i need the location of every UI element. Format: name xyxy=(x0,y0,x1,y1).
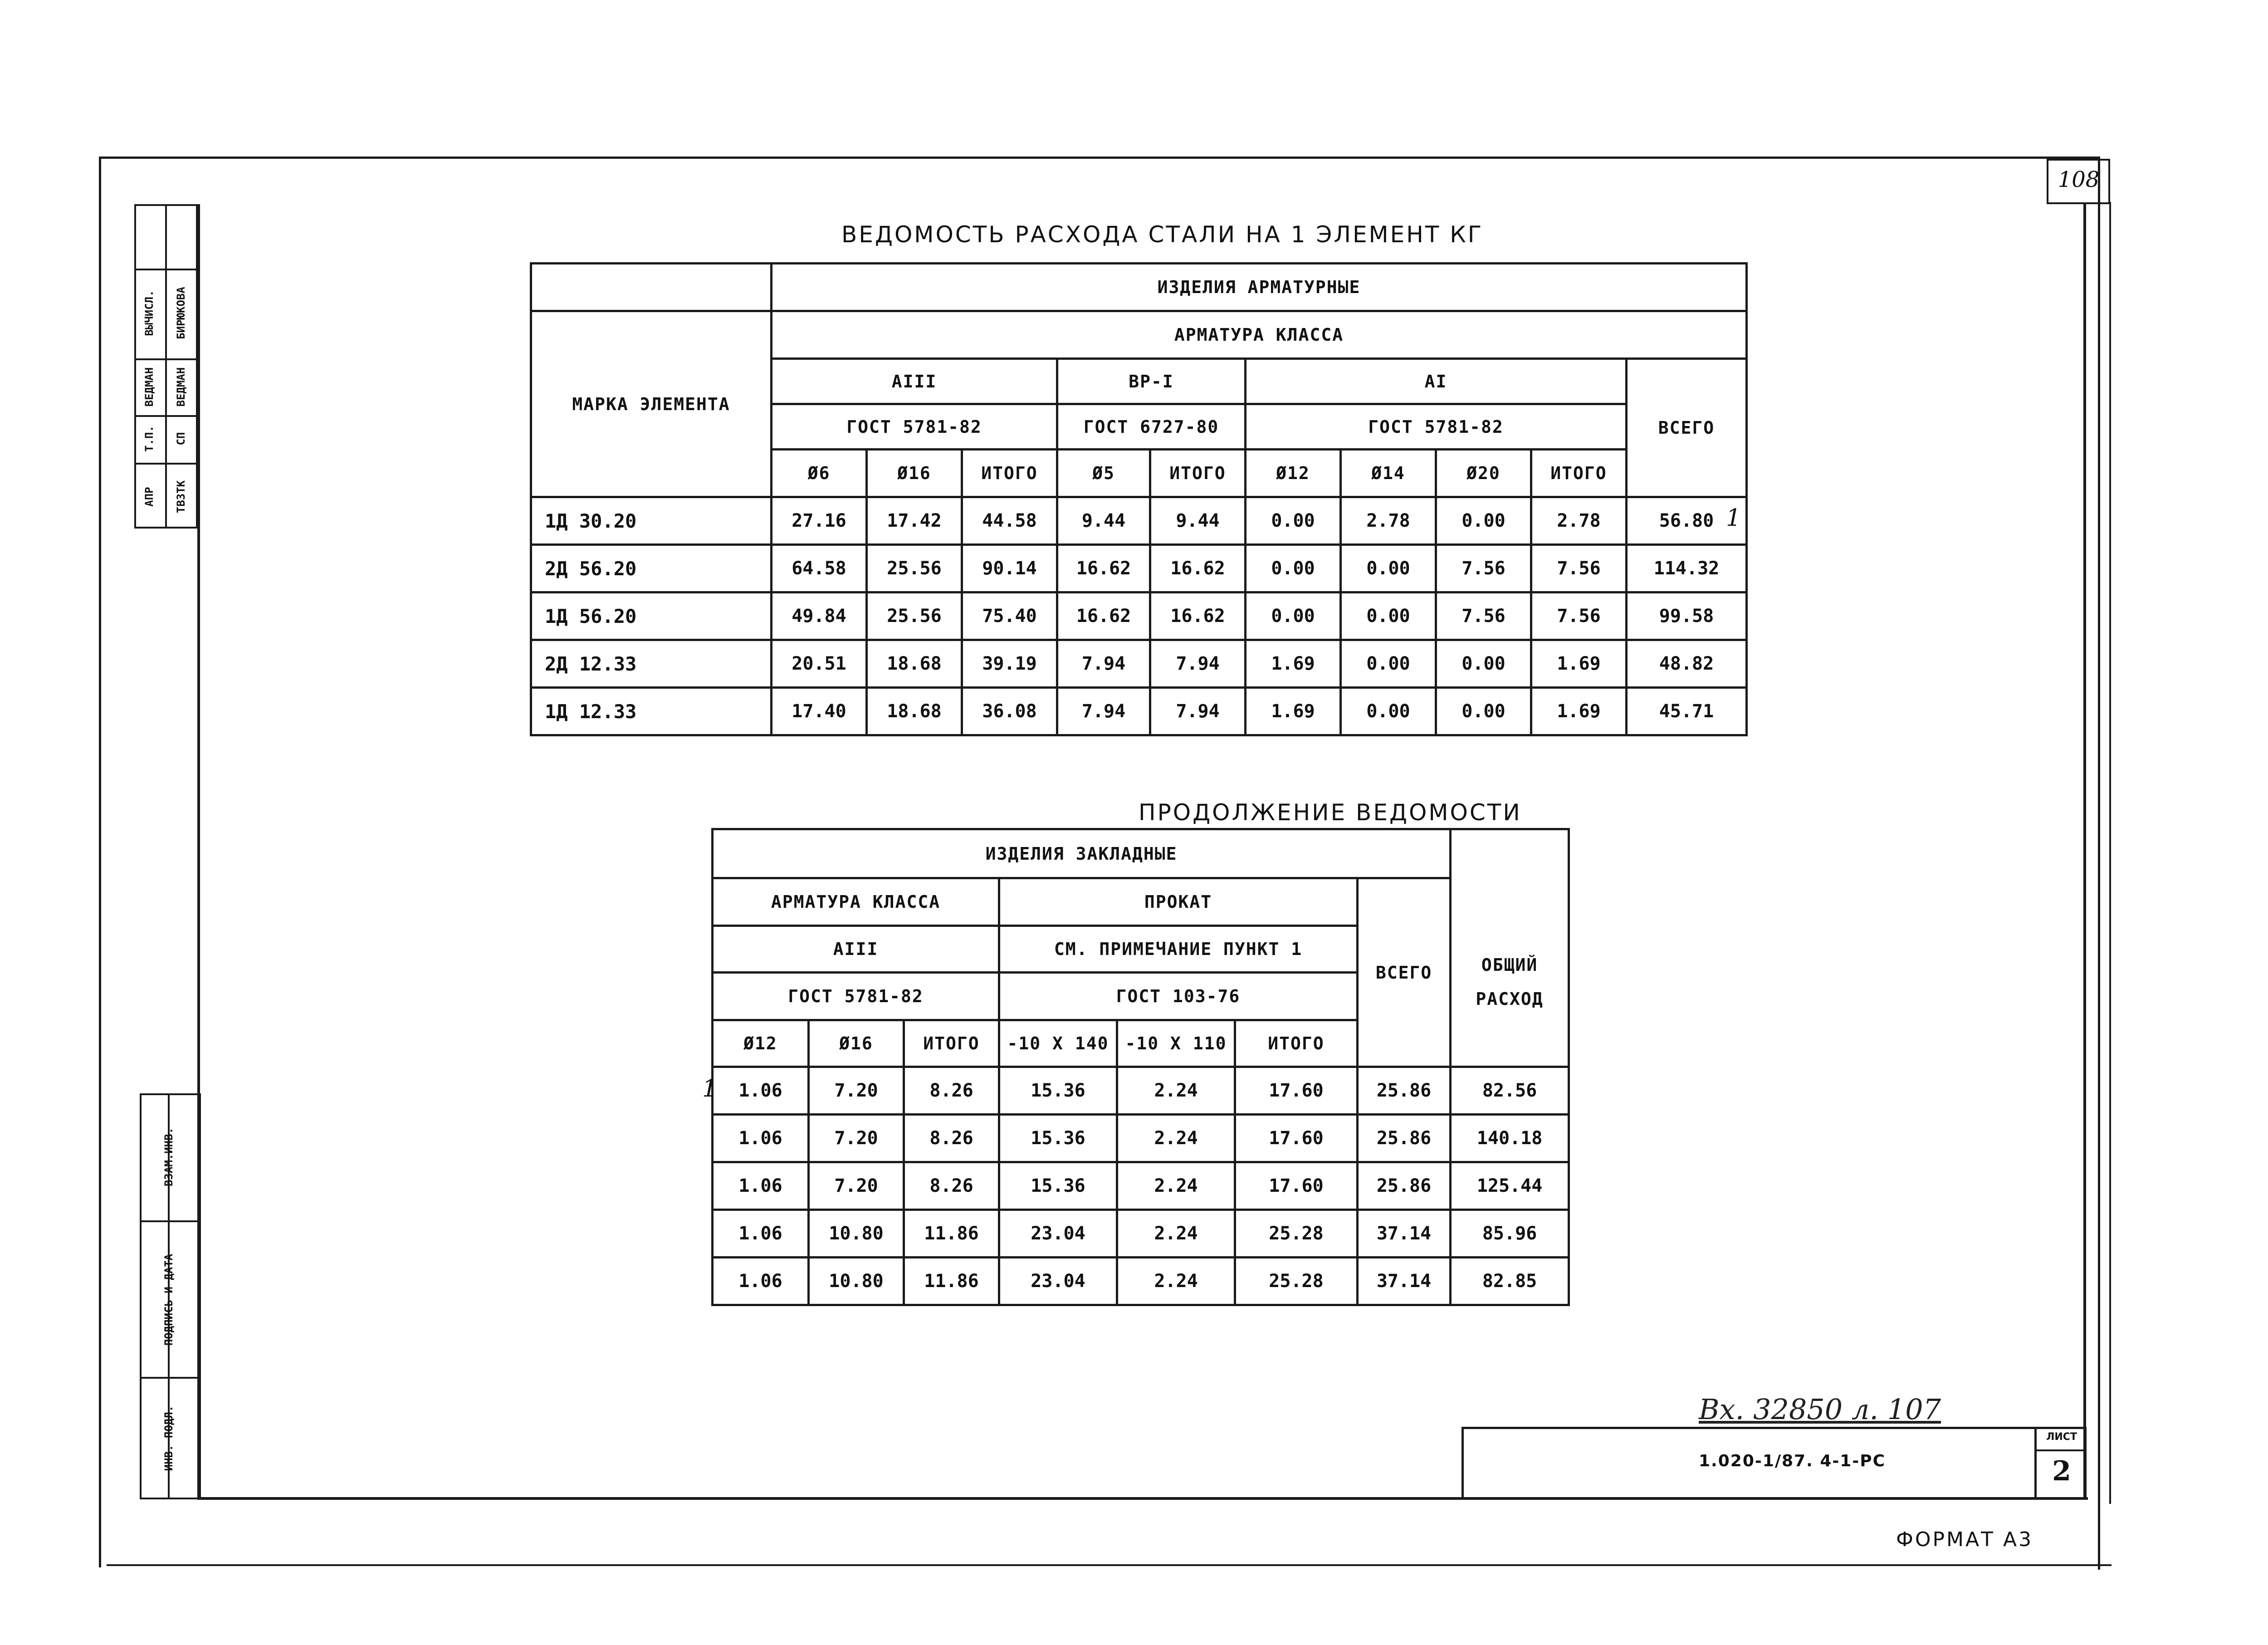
cell: 17.40 xyxy=(772,688,867,735)
stamp-label: ВЕДМАН xyxy=(143,367,156,407)
table-row xyxy=(713,1115,1569,1162)
cell: 1.06 xyxy=(713,1162,809,1210)
cell: 7.20 xyxy=(809,1162,904,1210)
row-mark: 1Д 12.33 xyxy=(531,688,772,735)
main-title: ВЕДОМОСТЬ РАСХОДА СТАЛИ НА 1 ЭЛЕМЕНТ КГ xyxy=(841,221,1484,248)
table-row xyxy=(531,545,1747,592)
cell: 7.20 xyxy=(809,1115,904,1162)
side-stamp-upper-divider xyxy=(165,204,167,529)
cell: 2.24 xyxy=(1117,1210,1235,1258)
header-products: ИЗДЕЛИЯ АРМАТУРНЫЕ xyxy=(772,264,1747,311)
cell: 25.56 xyxy=(867,545,962,592)
cell: 2.24 xyxy=(1117,1258,1235,1305)
cell: 16.62 xyxy=(1057,545,1150,592)
cell: 64.58 xyxy=(772,545,867,592)
outer-frame-left xyxy=(99,157,101,1567)
cell: 8.26 xyxy=(904,1115,999,1162)
row-mark: 1Д 56.20 xyxy=(531,592,772,640)
cell: 15.36 xyxy=(999,1115,1117,1162)
cell-total: 45.71 xyxy=(1627,688,1747,735)
cell-total: 48.82 xyxy=(1627,640,1747,688)
stamp-label: Т.П. xyxy=(143,426,156,452)
table-row xyxy=(531,688,1747,735)
header-total: ВСЕГО xyxy=(1358,878,1451,1067)
cell: 7.94 xyxy=(1150,688,1246,735)
cell: 37.14 xyxy=(1358,1210,1451,1258)
class-vri: ВР-I xyxy=(1057,359,1246,404)
cell: 25.28 xyxy=(1235,1258,1358,1305)
format-label: ФОРМАТ А3 xyxy=(1896,1528,2033,1551)
row-mark: 2Д 12.33 xyxy=(531,640,772,688)
cell: 17.42 xyxy=(867,497,962,545)
note-reference: СМ. ПРИМЕЧАНИЕ ПУНКТ 1 xyxy=(999,926,1358,973)
table-row xyxy=(531,497,1747,545)
col-header: -10 X 110 xyxy=(1117,1020,1235,1067)
cell: 25.28 xyxy=(1235,1210,1358,1258)
cell: 0.00 xyxy=(1246,592,1341,640)
cell: 8.26 xyxy=(904,1067,999,1115)
col-header: Ø16 xyxy=(809,1020,904,1067)
cell: 1.06 xyxy=(713,1115,809,1162)
class-ai: AI xyxy=(1246,359,1627,404)
cell: 75.40 xyxy=(962,592,1057,640)
table-row xyxy=(713,1210,1569,1258)
cell: 0.00 xyxy=(1341,592,1436,640)
gost-ai: ГОСТ 5781-82 xyxy=(1246,404,1627,450)
blank-corner xyxy=(531,264,772,311)
cell: 7.56 xyxy=(1531,592,1627,640)
cell: 7.94 xyxy=(1057,688,1150,735)
gost-rolled: ГОСТ 103-76 xyxy=(999,973,1358,1020)
cell: 8.26 xyxy=(904,1162,999,1210)
col-header: Ø14 xyxy=(1341,450,1436,497)
cell: 17.60 xyxy=(1235,1115,1358,1162)
cell-overall: 85.96 xyxy=(1451,1210,1569,1258)
header-products: ИЗДЕЛИЯ ЗАКЛАДНЫЕ xyxy=(713,829,1451,878)
cell: 16.62 xyxy=(1150,545,1246,592)
row-mark: 2Д 56.20 xyxy=(531,545,772,592)
outer-frame-right xyxy=(2098,157,2100,1570)
steel-table-main xyxy=(530,262,1748,736)
cell: 7.94 xyxy=(1150,640,1246,688)
cell: 27.16 xyxy=(772,497,867,545)
cell: 15.36 xyxy=(999,1162,1117,1210)
header-rolled: ПРОКАТ xyxy=(999,878,1358,926)
cell: 18.68 xyxy=(867,640,962,688)
cell: 90.14 xyxy=(962,545,1057,592)
cell: 9.44 xyxy=(1150,497,1246,545)
cell: 7.56 xyxy=(1436,545,1531,592)
cell: 44.58 xyxy=(962,497,1057,545)
header-mark: МАРКА ЭЛЕМЕНТА xyxy=(531,311,772,497)
document-code: 1.020-1/87. 4-1-РС xyxy=(1699,1452,1886,1470)
cell: 49.84 xyxy=(772,592,867,640)
continuation-title: ПРОДОЛЖЕНИЕ ВЕДОМОСТИ xyxy=(1139,799,1522,826)
corner-number: 108 xyxy=(2058,167,2100,192)
cell-overall: 140.18 xyxy=(1451,1115,1569,1162)
cell: 2.24 xyxy=(1117,1162,1235,1210)
cell: 0.00 xyxy=(1341,688,1436,735)
cell: 2.78 xyxy=(1531,497,1627,545)
header-overall: ОБЩИЙ РАСХОД xyxy=(1451,829,1569,1067)
outer-frame-top xyxy=(99,157,2100,159)
cell: 16.62 xyxy=(1057,592,1150,640)
cell: 25.56 xyxy=(867,592,962,640)
col-header: Ø12 xyxy=(713,1020,809,1067)
cell: 37.14 xyxy=(1358,1258,1451,1305)
inner-frame-right xyxy=(2083,204,2086,1500)
inner-frame-right-thin xyxy=(2109,202,2111,1504)
table-row xyxy=(713,1067,1569,1115)
col-header: Ø12 xyxy=(1246,450,1341,497)
cell: 0.00 xyxy=(1436,497,1531,545)
gost-aiii: ГОСТ 5781-82 xyxy=(713,973,999,1020)
cell: 1.69 xyxy=(1246,640,1341,688)
cell: 0.00 xyxy=(1341,545,1436,592)
class-aiii: AIII xyxy=(713,926,999,973)
cell: 1.06 xyxy=(713,1067,809,1115)
cell: 0.00 xyxy=(1341,640,1436,688)
sheet-label: ЛИСТ xyxy=(2046,1431,2077,1443)
cell: 7.20 xyxy=(809,1067,904,1115)
col-header: ИТОГО xyxy=(904,1020,999,1067)
cell-overall: 82.85 xyxy=(1451,1258,1569,1305)
stamp-label: БИРЮКОВА xyxy=(175,287,187,339)
cell: 1.06 xyxy=(713,1258,809,1305)
cell: 23.04 xyxy=(999,1210,1117,1258)
cell: 23.04 xyxy=(999,1258,1117,1305)
side-stamp-lower-h1 xyxy=(140,1220,201,1222)
gost-vri: ГОСТ 6727-80 xyxy=(1057,404,1246,450)
cell: 11.86 xyxy=(904,1258,999,1305)
col-header: ИТОГО xyxy=(1235,1020,1358,1067)
cell: 1.69 xyxy=(1531,688,1627,735)
stamp-label-signature: ПОДПИСЬ И ДАТА xyxy=(162,1253,175,1346)
cell: 7.56 xyxy=(1531,545,1627,592)
stamp-label: ВЕДМАН xyxy=(175,367,187,407)
class-aiii: AIII xyxy=(772,359,1057,404)
cell: 18.68 xyxy=(867,688,962,735)
col-header: Ø16 xyxy=(867,450,962,497)
col-header: Ø20 xyxy=(1436,450,1531,497)
col-header: -10 X 140 xyxy=(999,1020,1117,1067)
header-class: АРМАТУРА КЛАССА xyxy=(713,878,999,926)
stamp-label-exchange: ВЗАМ.ИНВ. xyxy=(162,1127,175,1187)
table-row xyxy=(713,1162,1569,1210)
cell: 0.00 xyxy=(1436,688,1531,735)
stamp-label: ВЫЧИСЛ. xyxy=(143,290,156,336)
side-stamp-upper-h4 xyxy=(134,463,198,465)
cell: 2.24 xyxy=(1117,1115,1235,1162)
table-row xyxy=(713,1258,1569,1305)
stamp-label: ТВЗТК xyxy=(175,480,187,514)
stamp-label: СП xyxy=(175,432,187,446)
steel-table-continuation xyxy=(711,828,1570,1306)
cell: 2.24 xyxy=(1117,1067,1235,1115)
cell: 25.86 xyxy=(1358,1115,1451,1162)
cell: 1.69 xyxy=(1246,688,1341,735)
title-block-sheet-divider xyxy=(2034,1449,2087,1451)
cell: 11.86 xyxy=(904,1210,999,1258)
cell-total: 99.58 xyxy=(1627,592,1747,640)
cell: 36.08 xyxy=(962,688,1057,735)
cell-overall: 125.44 xyxy=(1451,1162,1569,1210)
cell: 16.62 xyxy=(1150,592,1246,640)
col-header: Ø6 xyxy=(772,450,867,497)
header-class: АРМАТУРА КЛАССА xyxy=(772,311,1747,359)
side-stamp-lower-h2 xyxy=(140,1377,201,1379)
cell-total: 114.32 xyxy=(1627,545,1747,592)
cell: 7.56 xyxy=(1436,592,1531,640)
cell: 1.06 xyxy=(713,1210,809,1258)
title-block-divider xyxy=(2034,1427,2037,1499)
margin-mark-table1: 1 xyxy=(1726,504,1741,532)
cell: 20.51 xyxy=(772,640,867,688)
cell-total: 56.80 xyxy=(1627,497,1747,545)
cell: 7.94 xyxy=(1057,640,1150,688)
cell: 25.86 xyxy=(1358,1067,1451,1115)
table-row xyxy=(531,640,1747,688)
cell: 0.00 xyxy=(1246,545,1341,592)
stamp-label-inventory: ИНВ. ПОДЛ. xyxy=(162,1405,175,1471)
gost-aiii: ГОСТ 5781-82 xyxy=(772,404,1057,450)
outer-frame-bottom xyxy=(107,1564,2112,1566)
cell: 1.69 xyxy=(1531,640,1627,688)
sheet-number: 2 xyxy=(2052,1455,2071,1487)
cell: 10.80 xyxy=(809,1258,904,1305)
cell: 0.00 xyxy=(1246,497,1341,545)
row-mark: 1Д 30.20 xyxy=(531,497,772,545)
header-total: ВСЕГО xyxy=(1627,359,1747,497)
cell: 25.86 xyxy=(1358,1162,1451,1210)
margin-mark-table2: 1 xyxy=(702,1075,718,1102)
cell: 0.00 xyxy=(1436,640,1531,688)
cell: 2.78 xyxy=(1341,497,1436,545)
cell: 17.60 xyxy=(1235,1162,1358,1210)
stamp-label: АПР xyxy=(143,487,156,507)
table-row xyxy=(531,592,1747,640)
cell: 10.80 xyxy=(809,1210,904,1258)
col-header: Ø5 xyxy=(1057,450,1150,497)
cell: 17.60 xyxy=(1235,1067,1358,1115)
col-header: ИТОГО xyxy=(1150,450,1246,497)
col-header: ИТОГО xyxy=(962,450,1057,497)
cell: 9.44 xyxy=(1057,497,1150,545)
col-header: ИТОГО xyxy=(1531,450,1627,497)
cell: 15.36 xyxy=(999,1067,1117,1115)
handwritten-registry-note: Вх. 32850 л. 107 xyxy=(1699,1393,1941,1426)
cell: 39.19 xyxy=(962,640,1057,688)
cell-overall: 82.56 xyxy=(1451,1067,1569,1115)
